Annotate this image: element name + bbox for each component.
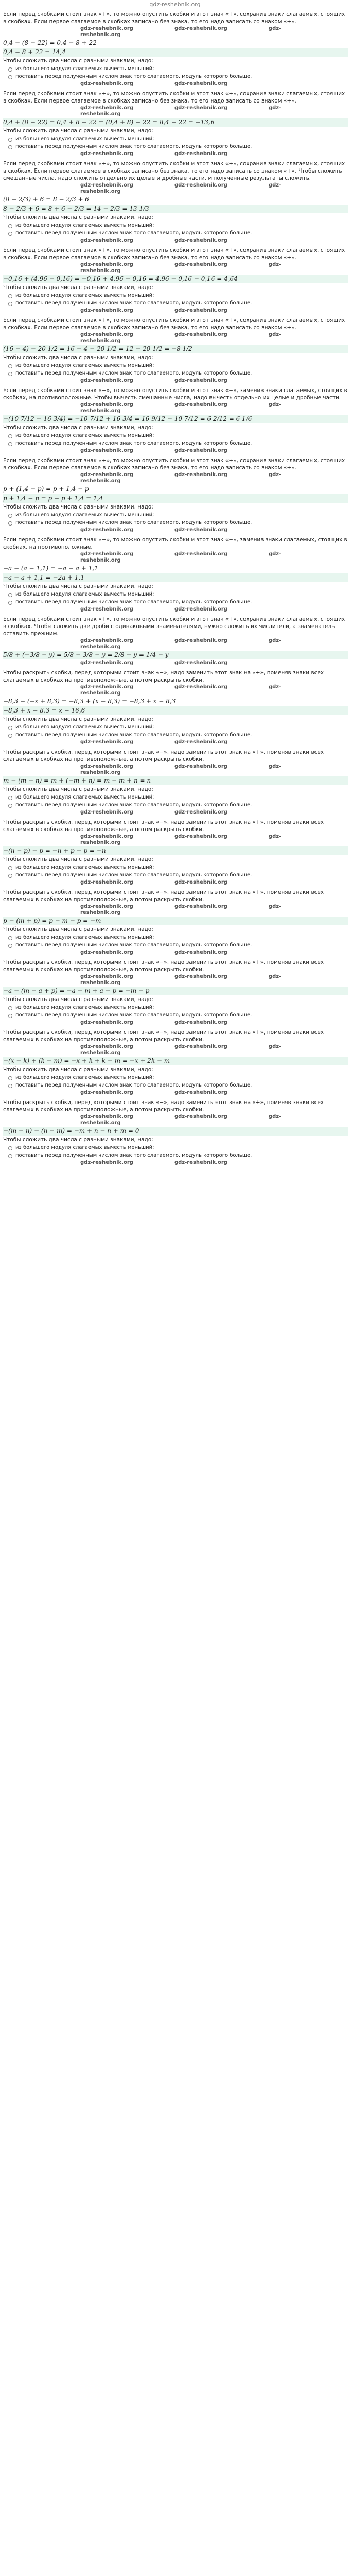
watermark-text: gdz-reshebnik.org: [174, 551, 227, 557]
watermark-text: gdz-reshebnik.org: [80, 660, 133, 666]
watermark-text: gdz-reshebnik.org: [174, 26, 227, 31]
rule-step: поставить перед полученным числом знак того слагаемого, модуль которого больше.: [8, 802, 348, 808]
equation-line: −(x − k) + (k − m) = −x + k + k − m = −x + 2k − m: [3, 1057, 348, 1065]
rule-heading: Чтобы сложить два числа с разными знаками, надо:: [3, 716, 153, 722]
watermark-line: [3, 151, 348, 157]
solution-section: [3, 1029, 348, 1096]
watermark-text: gdz-reshebnik.org: [174, 527, 227, 533]
rule-step: из большего модуля слагаемых вычесть меньший;: [8, 1004, 348, 1011]
solution-section: [3, 536, 348, 613]
equation-line: 0,4 − (8 − 22) = 0,4 − 8 + 22: [3, 39, 97, 46]
rule-step: из большего модуля слагаемых вычесть меньший;: [8, 135, 348, 142]
watermark-text: gdz-reshebnik.org: [80, 182, 282, 194]
rule-step: поставить перед полученным числом знак того слагаемого, модуль которого больше.: [8, 732, 348, 738]
watermark-text: gdz-reshebnik.org: [80, 974, 282, 986]
watermark-text: gdz-reshebnik.org: [80, 151, 133, 157]
watermark-text: gdz-reshebnik.org: [80, 472, 133, 478]
watermark-line: [3, 684, 348, 697]
watermark-text: gdz-reshebnik.org: [80, 1114, 282, 1126]
equation-line: −8,3 + x − 8,3 = x − 16,6: [3, 706, 348, 715]
rule-text: Чтобы раскрыть скобки, перед которыми стоит знак «−», надо заменить этот знак на «+», поменяв знаки всех слагаемых в скобках на противоположные, а потом раскрыть скобки.: [3, 889, 324, 903]
equation-line: 0,4 − 8 + 22 = 14,4: [3, 48, 348, 57]
rule-step: из большего модуля слагаемых вычесть меньший;: [8, 1144, 348, 1151]
equation-line: −8,3 − (−x + 8,3) = −8,3 + (x − 8,3) = −8,3 + x − 8,3: [3, 698, 176, 705]
equation-line: −(10 7/12 − 16 3/4) = −10 7/12 + 16 3/4 = 16 9/12 − 10 7/12 = 6 2/12 = 6 1/6: [3, 415, 348, 423]
watermark-text: gdz-reshebnik.org: [80, 974, 133, 979]
rule-step: поставить перед полученным числом знак того слагаемого, модуль которого больше.: [8, 143, 348, 150]
watermark-text: gdz-reshebnik.org: [80, 764, 133, 769]
watermark-line: [3, 1020, 348, 1026]
watermark-text: gdz-reshebnik.org: [80, 1044, 133, 1049]
rule-step: из большего модуля слагаемых вычесть меньший;: [8, 724, 348, 731]
solution-section: [3, 819, 348, 886]
watermark-line: [3, 262, 348, 274]
watermark-line: [3, 1160, 348, 1166]
watermark-text: gdz-reshebnik.org: [174, 1044, 227, 1049]
rule-step: поставить перед полученным числом знак того слагаемого, модуль которого больше.: [8, 230, 348, 236]
rule-text: Если перед скобками стоит знак «+», то можно опустить скобки и этот знак «+», сохранив знаки слагаемых, стоящих в скобках. Если первое слагаемое в скобках записано без знака, то его надо записать со знаком «+».: [3, 91, 345, 104]
watermark-text: gdz-reshebnik.org: [174, 332, 227, 337]
watermark-text: gdz-reshebnik.org: [80, 332, 133, 337]
rule-step: поставить перед полученным числом знак того слагаемого, модуль которого больше.: [8, 599, 348, 605]
watermark-text: gdz-reshebnik.org: [174, 638, 227, 643]
watermark-text: gdz-reshebnik.org: [80, 684, 282, 696]
rule-step: из большего модуля слагаемых вычесть меньший;: [8, 432, 348, 439]
rule-heading: Чтобы сложить два числа с разными знаками, надо:: [3, 284, 153, 291]
rule-text: Чтобы раскрыть скобки, перед которыми стоит знак «−», надо заменить этот знак на «+», поменяв знаки всех слагаемых в скобках на противоположные, а потом раскрыть скобки.: [3, 749, 324, 762]
watermark-line: [3, 974, 348, 986]
watermark-text: gdz-reshebnik.org: [174, 879, 227, 885]
watermark-text: gdz-reshebnik.org: [80, 739, 133, 745]
watermark-text: gdz-reshebnik.org: [80, 764, 282, 775]
rule-heading: Чтобы сложить два числа с разными знаками, надо:: [3, 425, 153, 431]
watermark-text: gdz-reshebnik.org: [80, 26, 282, 38]
watermark-text: gdz-reshebnik.org: [80, 182, 133, 188]
solution-section: [3, 387, 348, 454]
watermark-text: gdz-reshebnik.org: [174, 974, 227, 979]
rule-text: Чтобы раскрыть скобки, перед которыми стоит знак «−», надо заменить этот знак на «+», поменяв знаки всех слагаемых в скобках на противоположные, а потом раскрыть скобки.: [3, 670, 324, 683]
rule-step: поставить перед полученным числом знак того слагаемого, модуль которого больше.: [8, 73, 348, 80]
equation-line: (16 − 4) − 20 1/2 = 16 − 4 − 20 1/2 = 12 − 20 1/2 = −8 1/2: [3, 345, 348, 353]
rule-heading: Чтобы сложить два числа с разными знаками, надо:: [3, 214, 153, 221]
watermark-text: gdz-reshebnik.org: [80, 1090, 133, 1095]
solution-section: [3, 457, 348, 533]
solution-document: [0, 11, 350, 1166]
rule-step: поставить перед полученным числом знак того слагаемого, модуль которого больше.: [8, 1152, 348, 1159]
watermark-line: [3, 904, 348, 916]
watermark-line: [3, 551, 348, 564]
watermark-line: [3, 308, 348, 314]
rule-heading: Чтобы сложить два числа с разными знаками, надо:: [3, 926, 153, 933]
watermark-line: [3, 764, 348, 776]
equation-line: −(m − n) − (n − m) = −m + n − n + m = 0: [3, 1127, 348, 1136]
watermark-text: gdz-reshebnik.org: [80, 262, 282, 274]
equation-line: p + 1,4 − p = p − p + 1,4 = 1,4: [3, 494, 348, 503]
rule-heading: Чтобы сложить два числа с разными знаками, надо:: [3, 58, 153, 64]
watermark-text: gdz-reshebnik.org: [174, 950, 227, 955]
watermark-text: gdz-reshebnik.org: [174, 262, 227, 267]
watermark-line: [3, 739, 348, 745]
watermark-text: gdz-reshebnik.org: [80, 472, 282, 484]
rule-text: Чтобы раскрыть скобки, перед которыми стоит знак «−», надо заменить этот знак на «+», поменяв знаки всех слагаемых в скобках на противоположные, а потом раскрыть скобки.: [3, 1029, 324, 1043]
watermark-text: gdz-reshebnik.org: [80, 638, 282, 650]
rule-heading: Чтобы сложить два числа с разными знаками, надо:: [3, 1137, 153, 1143]
watermark-text: gdz-reshebnik.org: [174, 402, 227, 408]
watermark-line: [3, 26, 348, 38]
watermark-text: gdz-reshebnik.org: [174, 660, 227, 666]
watermark-line: [3, 1090, 348, 1096]
rule-text: Если перед скобками стоит знак «−», то можно опустить скобки и этот знак «−», заменив знаки слагаемых, стоящих в скобках, на противоположные. Чтобы вычесть смешанные числа, надо вычесть отдельно их целые и дробные части.: [3, 387, 347, 401]
watermark-line: [3, 834, 348, 846]
rule-text: Если перед скобками стоит знак «+», то можно опустить скобки и этот знак «+», сохранив знаки слагаемых, стоящих в скобках. Если первое слагаемое в скобках записано без знака, то его надо записать со знаком «+».: [3, 457, 345, 471]
watermark-text: gdz-reshebnik.org: [174, 472, 227, 478]
watermark-text: gdz-reshebnik.org: [80, 1160, 133, 1165]
watermark-text: gdz-reshebnik.org: [174, 809, 227, 815]
rule-text: Чтобы раскрыть скобки, перед которыми стоит знак «−», надо заменить этот знак на «+», поменяв знаки всех слагаемых в скобках на противоположные, а потом раскрыть скобки.: [3, 819, 324, 833]
watermark-text: gdz-reshebnik.org: [174, 684, 227, 690]
solution-section: [3, 749, 348, 816]
watermark-text: gdz-reshebnik.org: [80, 105, 282, 117]
watermark-text: gdz-reshebnik.org: [174, 378, 227, 383]
solution-section: [3, 247, 348, 314]
rule-step: поставить перед полученным числом знак того слагаемого, модуль которого больше.: [8, 519, 348, 526]
watermark-text: gdz-reshebnik.org: [80, 551, 133, 557]
watermark-text: gdz-reshebnik.org: [80, 105, 133, 111]
watermark-text: gdz-reshebnik.org: [174, 606, 227, 612]
solution-section: [3, 616, 348, 666]
rule-heading: Чтобы сложить два числа с разными знаками, надо:: [3, 504, 153, 510]
watermark-text: gdz-reshebnik.org: [80, 638, 133, 643]
watermark-line: [3, 606, 348, 613]
watermark-text: gdz-reshebnik.org: [174, 1114, 227, 1120]
watermark-line: [3, 105, 348, 117]
watermark-text: gdz-reshebnik.org: [80, 238, 133, 243]
rule-step: из большего модуля слагаемых вычесть меньший;: [8, 512, 348, 518]
watermark-text: gdz-reshebnik.org: [80, 809, 133, 815]
watermark-line: [3, 638, 348, 650]
watermark-text: gdz-reshebnik.org: [174, 1090, 227, 1095]
rule-text: Чтобы раскрыть скобки, перед которыми стоит знак «−», надо заменить этот знак на «+», поменяв знаки всех слагаемых в скобках на противоположные, а потом раскрыть скобки.: [3, 959, 324, 973]
watermark-text: gdz-reshebnik.org: [174, 1160, 227, 1165]
rule-heading: Чтобы сложить два числа с разными знаками, надо:: [3, 996, 153, 1003]
watermark-text: gdz-reshebnik.org: [174, 308, 227, 313]
rule-step: из большего модуля слагаемых вычесть меньший;: [8, 292, 348, 299]
rule-step: из большего модуля слагаемых вычесть меньший;: [8, 362, 348, 369]
watermark-line: [3, 332, 348, 344]
watermark-text: gdz-reshebnik.org: [80, 904, 282, 916]
equation-line: −a − (m − a + p) = −a − m + a − p = −m − p: [3, 987, 348, 995]
solution-section: [3, 317, 348, 384]
rule-step: поставить перед полученным числом знак того слагаемого, модуль которого больше.: [8, 1082, 348, 1089]
watermark-text: gdz-reshebnik.org: [80, 1114, 133, 1120]
watermark-line: [3, 527, 348, 533]
rule-step: из большего модуля слагаемых вычесть меньший;: [8, 591, 348, 598]
rule-step: поставить перед полученным числом знак того слагаемого, модуль которого больше.: [8, 1012, 348, 1019]
watermark-text: gdz-reshebnik.org: [80, 332, 282, 344]
equation-line: 5/8 + (−3/8 − y) = 5/8 − 3/8 − y = 2/8 − y = 1/4 − y: [3, 651, 348, 659]
rule-heading: Чтобы сложить два числа с разными знаками, надо:: [3, 583, 153, 589]
equation-line: −a − (a − 1,1) = −a − a + 1,1: [3, 565, 98, 572]
watermark-line: [3, 402, 348, 414]
equation-line: −0,16 + (4,96 − 0,16) = −0,16 + 4,96 − 0,16 = 4,96 − 0,16 − 0,16 = 4,64: [3, 275, 348, 283]
solution-section: [3, 669, 348, 745]
rule-step: из большего модуля слагаемых вычесть меньший;: [8, 1074, 348, 1081]
solution-section: [3, 90, 348, 157]
watermark-text: gdz-reshebnik.org: [80, 308, 133, 313]
rule-step: из большего модуля слагаемых вычесть меньший;: [8, 65, 348, 72]
equation-line: (8 − 2/3) + 6 = 8 − 2/3 + 6: [3, 196, 89, 203]
watermark-line: [3, 950, 348, 956]
rule-step: поставить перед полученным числом знак того слагаемого, модуль которого больше.: [8, 440, 348, 447]
equation-line: m − (m − n) = m + (−m + n) = m − m + n = n: [3, 776, 348, 785]
equation-line: p − (m + p) = p − m − p = −m: [3, 917, 348, 925]
watermark-text: gdz-reshebnik.org: [174, 448, 227, 453]
rule-text: Чтобы раскрыть скобки, перед которыми стоит знак «−», надо заменить этот знак на «+», поменяв знаки всех слагаемых в скобках на противоположные, а потом раскрыть скобки.: [3, 1099, 324, 1113]
rule-heading: Чтобы сложить два числа с разными знаками, надо:: [3, 856, 153, 862]
watermark-line: [3, 81, 348, 87]
rule-step: из большего модуля слагаемых вычесть меньший;: [8, 864, 348, 871]
watermark-text: gdz-reshebnik.org: [80, 262, 133, 267]
rule-step: из большего модуля слагаемых вычесть меньший;: [8, 222, 348, 229]
watermark-text: gdz-reshebnik.org: [80, 551, 282, 563]
rule-step: поставить перед полученным числом знак того слагаемого, модуль которого больше.: [8, 300, 348, 307]
watermark-line: [3, 1044, 348, 1056]
watermark-text: gdz-reshebnik.org: [174, 764, 227, 769]
rule-step: из большего модуля слагаемых вычесть меньший;: [8, 794, 348, 801]
site-header[interactable]: gdz-reshebnik.org: [149, 1, 201, 8]
solution-section: [3, 11, 348, 87]
rule-heading: Чтобы сложить два числа с разными знаками, надо:: [3, 1066, 153, 1073]
watermark-text: gdz-reshebnik.org: [174, 151, 227, 157]
watermark-line: [3, 1114, 348, 1126]
equation-line: 0,4 + (8 − 22) = 0,4 + 8 − 22 = (0,4 + 8) − 22 = 8,4 − 22 = −13,6: [3, 118, 348, 127]
watermark-text: gdz-reshebnik.org: [80, 81, 133, 87]
rule-text: Если перед скобками стоит знак «+», то можно опустить скобки и этот знак «+», сохранив знаки слагаемых, стоящих в скобках. Если первое слагаемое в скобках записано без знака, то его надо записать со знаком «+».: [3, 317, 345, 331]
watermark-text: gdz-reshebnik.org: [80, 402, 282, 414]
watermark-text: gdz-reshebnik.org: [80, 402, 133, 408]
watermark-line: [3, 660, 348, 666]
rule-heading: Чтобы сложить два числа с разными знаками, надо:: [3, 128, 153, 134]
rule-text: Если перед скобками стоит знак «+», то можно опустить скобки и этот знак «+», сохранив знаки слагаемых, стоящих в скобках. Если первое слагаемое в скобках записано без знака, то его надо записать со знаком «+».: [3, 11, 345, 25]
watermark-text: gdz-reshebnik.org: [80, 1044, 282, 1056]
watermark-line: [3, 378, 348, 384]
watermark-text: gdz-reshebnik.org: [80, 879, 133, 885]
solution-section: [3, 160, 348, 244]
rule-text: Если перед скобками стоит знак «−», то можно опустить скобки и этот знак «−», заменив знаки слагаемых, стоящих в скобках, на противоположные.: [3, 537, 347, 550]
watermark-text: gdz-reshebnik.org: [174, 834, 227, 839]
watermark-line: [3, 182, 348, 195]
equation-line: −(n − p) − p = −n + p − p = −n: [3, 846, 348, 855]
watermark-text: gdz-reshebnik.org: [174, 105, 227, 111]
equation-line: −a − a + 1,1 = −2a + 1,1: [3, 573, 348, 582]
rule-heading: Чтобы сложить два числа с разными знаками, надо:: [3, 786, 153, 792]
watermark-text: gdz-reshebnik.org: [174, 1020, 227, 1025]
watermark-line: [3, 879, 348, 886]
equation-line: 8 − 2/3 + 6 = 8 + 6 − 2/3 = 14 − 2/3 = 13 1/3: [3, 205, 348, 213]
watermark-text: gdz-reshebnik.org: [80, 606, 133, 612]
solution-section: [3, 1099, 348, 1166]
watermark-text: gdz-reshebnik.org: [80, 950, 133, 955]
watermark-text: gdz-reshebnik.org: [80, 1020, 133, 1025]
rule-heading: Чтобы сложить два числа с разными знаками, надо:: [3, 354, 153, 361]
solution-section: [3, 959, 348, 1026]
watermark-text: gdz-reshebnik.org: [80, 834, 133, 839]
rule-step: поставить перед полученным числом знак того слагаемого, модуль которого больше.: [8, 872, 348, 878]
watermark-text: gdz-reshebnik.org: [80, 378, 133, 383]
watermark-line: [3, 809, 348, 816]
solution-section: [3, 889, 348, 956]
watermark-text: gdz-reshebnik.org: [174, 182, 227, 188]
watermark-text: gdz-reshebnik.org: [80, 684, 133, 690]
watermark-text: gdz-reshebnik.org: [174, 739, 227, 745]
watermark-text: gdz-reshebnik.org: [80, 448, 133, 453]
watermark-text: gdz-reshebnik.org: [80, 834, 282, 845]
watermark-text: gdz-reshebnik.org: [80, 26, 133, 31]
rule-step: из большего модуля слагаемых вычесть меньший;: [8, 934, 348, 941]
watermark-line: [3, 238, 348, 244]
rule-step: поставить перед полученным числом знак того слагаемого, модуль которого больше.: [8, 942, 348, 948]
watermark-text: gdz-reshebnik.org: [80, 527, 133, 533]
watermark-line: [3, 448, 348, 454]
rule-text: Если перед скобками стоит знак «+», то можно опустить скобки и этот знак «+», сохранив знаки слагаемых, стоящих в скобках. Если первое слагаемое в скобках записано без знака, то его надо записать со знаком «+».: [3, 247, 345, 261]
watermark-text: gdz-reshebnik.org: [174, 904, 227, 909]
rule-step: поставить перед полученным числом знак того слагаемого, модуль которого больше.: [8, 370, 348, 377]
watermark-text: gdz-reshebnik.org: [80, 904, 133, 909]
watermark-line: [3, 472, 348, 484]
rule-text: Если перед скобками стоит знак «+», то можно опустить скобки и этот знак «+», сохранив знаки слагаемых, стоящих в скобках. Чтобы сложить две дроби с одинаковыми знаменателями, нужно сложить их числители, а знаменатель оставить прежним.: [3, 616, 345, 637]
rule-text: Если перед скобками стоит знак «+», то можно опустить скобки и этот знак «+», сохранив знаки слагаемых, стоящих в скобках. Если первое слагаемое в скобках записано без знака, то его надо записать со знаком «+». Чтобы сложить смешанные числа, надо сложить отдельно их целые и дробные части, и полученные результаты сложить.: [3, 161, 345, 181]
watermark-text: gdz-reshebnik.org: [174, 238, 227, 243]
watermark-text: gdz-reshebnik.org: [174, 81, 227, 87]
equation-line: p + (1,4 − p) = p + 1,4 − p: [3, 485, 89, 493]
